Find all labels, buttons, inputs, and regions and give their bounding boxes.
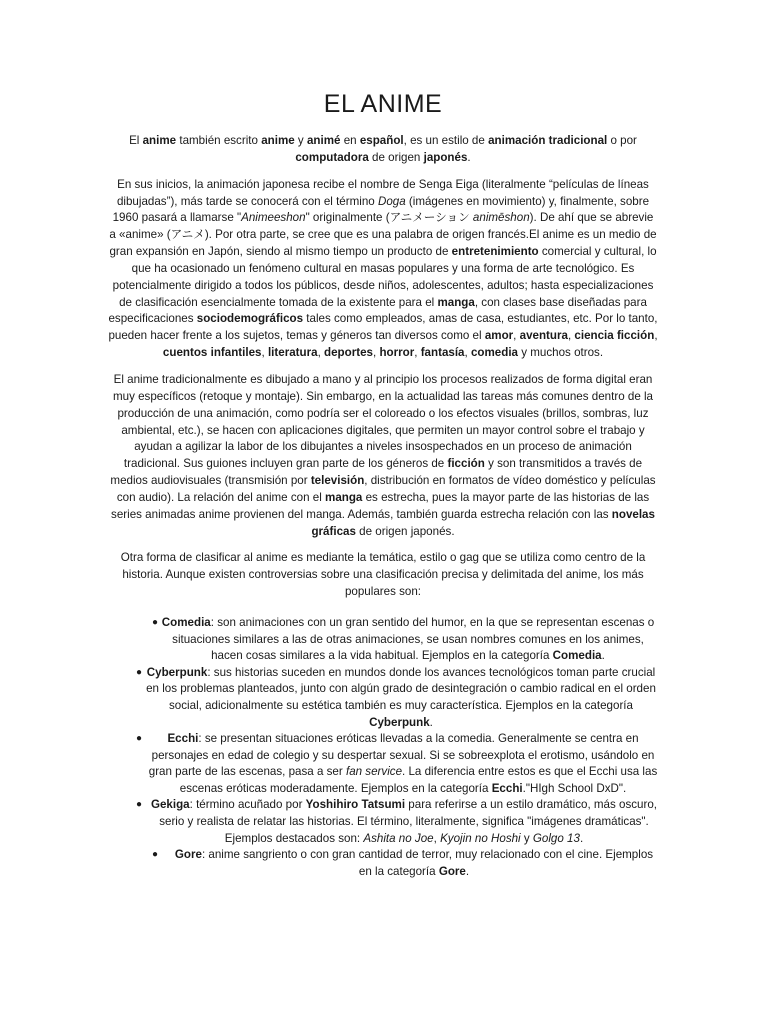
bullet-icon: ● — [136, 733, 143, 745]
text-run: y muchos otros. — [518, 346, 604, 360]
text-run: , distribución en formatos de vídeo doméstico y películas con audio). La relación del anime con el — [116, 474, 656, 504]
text-run: , — [261, 346, 268, 360]
list-item — [108, 731, 658, 797]
bullet-icon: ● — [136, 666, 143, 678]
text-run: , — [513, 329, 520, 343]
list-item — [108, 847, 658, 880]
link-kyojin-no-hoshi[interactable]: Kyojin no Hoshi — [440, 831, 521, 845]
list-item — [108, 665, 658, 731]
text-run: : son animaciones con un gran sentido del humor, en la que se representan escenas o situaciones similares a las de otras animaciones, se usan nombres comunes en los animes, hacen cosas similares a la vida habitual. Ejemplos en la categoría — [172, 615, 655, 663]
link-computadora[interactable]: computadora — [295, 150, 369, 164]
text-run: , — [567, 329, 575, 343]
link-espanol[interactable]: español — [359, 134, 404, 147]
text-run: es estrecha, pues la mayor parte de las historias de las series animadas anime provienen del manga. Además, también guarda estrecha relación con las — [111, 490, 650, 521]
link-entretenimiento[interactable]: entretenimiento — [451, 245, 539, 259]
text-run: . — [429, 715, 433, 729]
link-categoria-comedia[interactable]: Comedia — [552, 649, 602, 663]
text-run: y — [294, 134, 307, 147]
text-run: , — [654, 329, 658, 343]
link-deportes[interactable]: deportes — [324, 346, 373, 360]
list-item — [108, 797, 658, 847]
text-run: de origen japonés. — [355, 524, 455, 538]
text-run: en — [340, 134, 360, 147]
text-run: para referirse a un estilo dramático, más oscuro, serio y realista de relatar las historias. El término, literalmente, significa "imágenes dramáticas". Ejemplos destacados son: — [159, 798, 658, 845]
document-title: EL ANIME — [323, 90, 443, 118]
paragraph-classification — [108, 550, 658, 601]
link-fantasia[interactable]: fantasía — [420, 346, 465, 360]
link-literatura[interactable]: literatura — [267, 346, 318, 360]
term-animeshon: animēshon — [472, 211, 530, 225]
link-gekiga[interactable]: Gekiga — [150, 798, 190, 812]
link-categoria-cyberpunk[interactable]: Cyberpunk — [369, 715, 430, 729]
link-golgo-13[interactable]: Golgo 13 — [532, 831, 580, 845]
text-run: , es un estilo de — [403, 134, 489, 147]
link-comedia[interactable]: Comedia — [161, 615, 211, 629]
link-aventura[interactable]: aventura — [519, 329, 568, 343]
text-run: tales como empleados, amas de casa, estudiantes, etc. Por lo tanto, pueden hacer frente a los sujetos, temas y géneros tan diversos como el — [108, 312, 658, 343]
link-animacion-tradicional[interactable]: animación tradicional — [488, 134, 608, 147]
text-run: , — [464, 346, 471, 360]
link-manga[interactable]: manga — [437, 295, 475, 309]
text-run: Otra forma de clasificar al anime es mediante la temática, estilo o gag que se utiliza como centro de la historia. Aunque existen controversias sobre una clasificación precisa y delimitada del anime, los más populares son: — [120, 551, 646, 599]
text-run: : término acuñado por — [189, 798, 306, 812]
text-run: : se presentan situaciones eróticas llevadas a la comedia. Generalmente se centra en personajes en edad de colegio y su despertar sexual. Si se sobreexplota el erotismo, usándolo en gran parte de las escenas, pasa a ser — [148, 732, 655, 779]
text-run: ."HIgh School DxD". — [522, 781, 627, 795]
text-run: , con clases base diseñadas para especificaciones — [108, 295, 647, 326]
link-comedia[interactable]: comedia — [470, 346, 519, 360]
text-run: , — [433, 831, 441, 845]
bullet-icon: ● — [152, 616, 159, 628]
link-anime[interactable]: anime — [142, 134, 177, 147]
list-item — [108, 615, 658, 665]
genre-list — [108, 615, 658, 881]
link-ficcion[interactable]: ficción — [447, 457, 485, 471]
link-television[interactable]: televisión — [310, 474, 365, 488]
link-categoria-gore[interactable]: Gore — [438, 864, 466, 878]
term-animeeshon: Animeeshon — [241, 211, 306, 225]
link-ecchi[interactable]: Ecchi — [167, 732, 199, 746]
text-run: (imágenes en movimiento) y, finalmente, sobre 1960 pasará a llamarse " — [112, 194, 650, 225]
text-run: ). De ahí que se abrevie a «anime» (アニメ). Por otra parte, se cree que es una palabra de origen francés.El anime es un medio de gran expansión en Japón, siendo al mismo tiempo un producto de — [109, 211, 657, 259]
link-ciencia-ficcion[interactable]: ciencia ficción — [574, 329, 655, 343]
link-ashita-no-joe[interactable]: Ashita no Joe — [363, 831, 434, 845]
text-run: : anime sangriento o con gran cantidad de terror, muy relacionado con el cine. Ejemplos en la categoría — [201, 848, 654, 878]
link-anime-alt[interactable]: anime — [261, 134, 295, 147]
text-run: , — [373, 346, 380, 360]
text-run: El anime tradicionalmente es dibujado a mano y al principio los procesos realizados de forma digital eran muy específicos (retoque y montaje). Sin embargo, en la actualidad las tareas más comunes dentro de la producción de una animación, como podría ser el coloreado o los efectos visuales (brillos, sombras, luz ambiental, etc.), se hacen con aplicaciones digitales, que permiten un mayor control sobre el trabajo y ayudan a agilizar la labor de los dibujantes a niveles insospechados en un proceso de animación tradicional. Sus guiones incluyen gran parte de los géneros de — [112, 372, 654, 471]
text-run: también escrito — [176, 134, 262, 147]
text-run: . — [601, 649, 605, 663]
text-run: , — [317, 346, 325, 360]
link-sociodemograficos[interactable]: sociodemográficos — [196, 312, 304, 326]
link-gore[interactable]: Gore — [174, 848, 202, 862]
text-run: . La diferencia entre estos es que el Ecchi usa las escenas eróticas moderadamente. Ejemplos en la categoría — [179, 765, 658, 795]
bullet-icon: ● — [152, 849, 159, 861]
text-run: . — [579, 831, 584, 845]
text-run: " originalmente (アニメーション — [305, 211, 473, 225]
link-japones[interactable]: japonés — [423, 150, 468, 164]
term-doga: Doga — [377, 194, 406, 208]
link-manga[interactable]: manga — [325, 490, 363, 504]
text-run: o por — [607, 134, 637, 147]
link-anime-accent[interactable]: animé — [306, 134, 341, 147]
bullet-icon: ● — [136, 799, 143, 811]
link-categoria-ecchi[interactable]: Ecchi — [491, 781, 523, 795]
text-run: y son transmitidos a través de medios audiovisuales (transmisión por — [110, 457, 643, 488]
paragraph-intro — [108, 133, 658, 167]
text-run: . — [467, 150, 471, 164]
link-novelas-graficas[interactable]: novelas gráficas — [311, 507, 655, 538]
text-run: . — [465, 864, 470, 878]
text-run: En sus inicios, la animación japonesa recibe el nombre de Senga Eiga (literalmente “películas de líneas dibujadas”), más tarde se conocerá con el término — [116, 177, 649, 208]
link-horror[interactable]: horror — [379, 346, 415, 360]
text-run: : sus historias suceden en mundos donde los avances tecnológicos toman parte crucial en los problemas planteados, junto con algún grado de desintegración o cambio radical en el orden social, adicionalmente su estética también es muy característica. Ejemplos en la categoría — [146, 665, 656, 712]
term-fan-service[interactable]: fan service — [345, 765, 403, 779]
text-run: comercial y cultural, lo que ha ocasionado un fenómeno cultural en masas populares y una forma de arte tecnológico. Es potencialmente dirigido a todos los públicos, desde niños, adolescentes, adultos; hasta especializaciones de clasificación esencialmente tomada de la existente para el — [112, 245, 657, 309]
text-run: de origen — [368, 150, 424, 164]
paragraph-history — [108, 177, 658, 362]
paragraph-production — [108, 372, 658, 540]
link-cuentos-infantiles[interactable]: cuentos infantiles — [162, 346, 262, 360]
text-run: y — [520, 831, 533, 845]
link-cyberpunk[interactable]: Cyberpunk — [146, 665, 208, 679]
text-run: El — [129, 134, 143, 147]
text-run: , — [414, 346, 421, 360]
link-amor[interactable]: amor — [484, 329, 514, 343]
link-yoshihiro-tatsumi[interactable]: Yoshihiro Tatsumi — [305, 798, 406, 812]
